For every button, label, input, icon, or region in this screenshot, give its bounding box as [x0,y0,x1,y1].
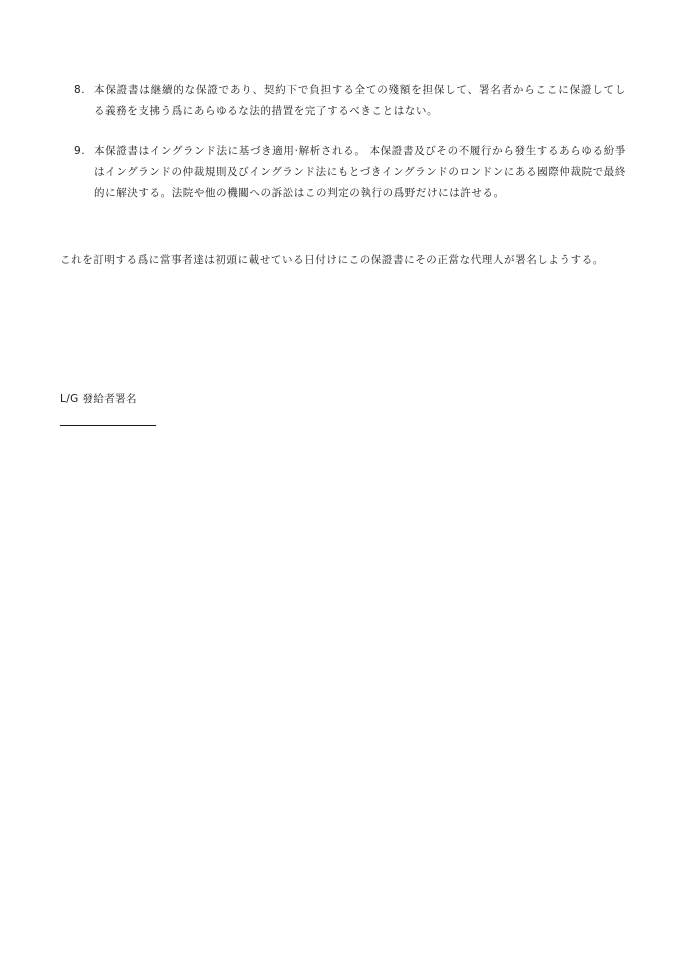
clause-9 [74,141,626,204]
clause-8 [74,80,626,122]
witness-paragraph: これを訂明する爲に當事者達は初頭に載せている日付けにこの保證書にその正當な代理人が署名しようする。 [60,254,604,266]
clause-number: 9. [74,145,86,157]
signature-label: L/G 發給者署名 [60,393,137,405]
clause-text: 本保證書はイングランド法に基づき適用‧解析される。 本保證書及びその不履行から發生するあらゆる紛爭はイングランドの仲裁規則及びイングランド法にもとづきイングランドのロンドンにある國際仲裁院で最終的に解決する。法院や他の機關への訴訟はこの判定の執行の爲野だけには許せる。 [94,145,626,199]
clause-number: 8. [74,84,86,96]
signature-line [60,425,156,426]
clause-text: 本保證書は継續的な保證であり、契約下で負担する全ての殘額を担保して、署名者からここに保證してしる義務を支拂う爲にあらゆるな法的措置を完了するべきことはない。 [94,84,626,117]
